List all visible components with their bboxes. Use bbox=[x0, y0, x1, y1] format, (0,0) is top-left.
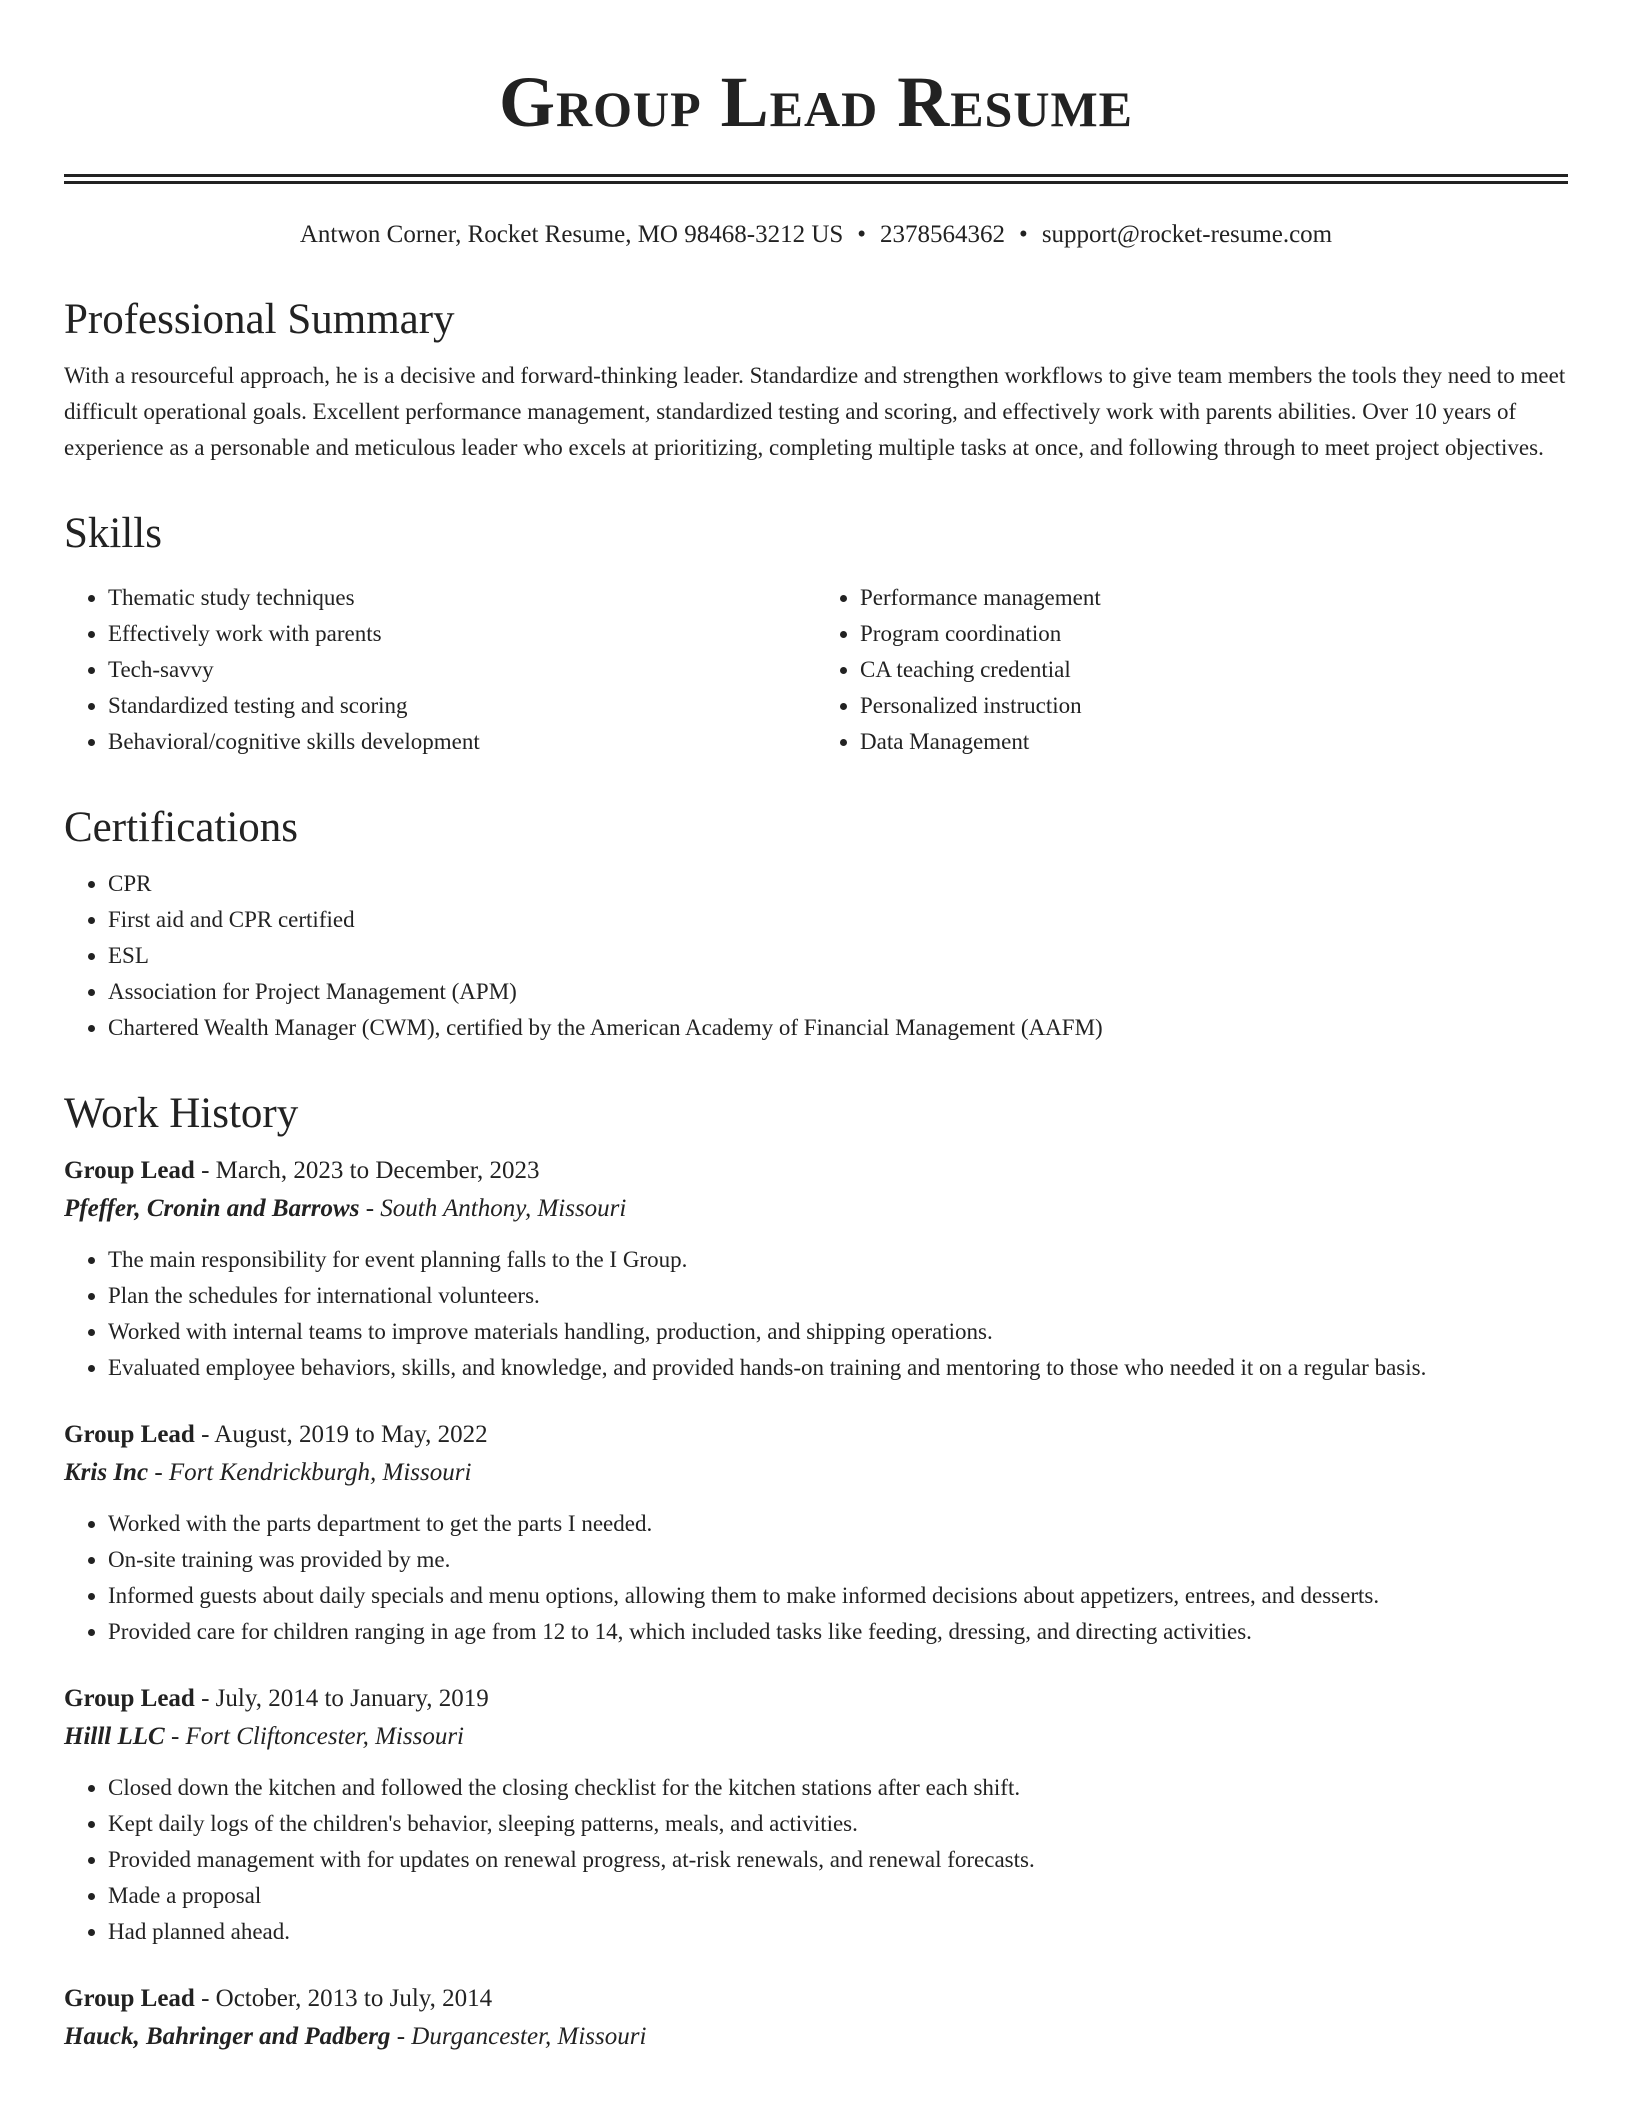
certification-item: • CPR bbox=[108, 866, 1568, 902]
job-company-line bbox=[64, 1718, 1568, 1756]
job-duty-item: • Had planned ahead. bbox=[108, 1914, 1568, 1950]
professional-summary-section bbox=[64, 292, 1568, 466]
certifications-heading: Certifications bbox=[64, 804, 299, 851]
certifications-section bbox=[64, 800, 1568, 1046]
job-title: Group Lead bbox=[64, 1685, 195, 1712]
job-duty-item: • Evaluated employee behaviors, skills, and knowledge, and provided hands-on training and mentoring to those who needed it on a regular basis. bbox=[108, 1350, 1568, 1386]
job-entry bbox=[64, 1980, 1568, 2056]
job-location: - Durgancester, Missouri bbox=[390, 2023, 647, 2050]
job-duty-item: • Kept daily logs of the children's behavior, sleeping patterns, meals, and activities. bbox=[108, 1806, 1568, 1842]
certification-item: • First aid and CPR certified bbox=[108, 902, 1568, 938]
work-history-section bbox=[64, 1086, 1568, 2056]
skill-item: • Effectively work with parents bbox=[108, 616, 816, 652]
skills-list-left bbox=[64, 580, 816, 760]
resume-title: Group Lead Resume bbox=[498, 62, 1134, 142]
job-duty-item: • Made a proposal bbox=[108, 1878, 1568, 1914]
contact-separator: • bbox=[857, 221, 867, 248]
job-company-line bbox=[64, 1190, 1568, 1228]
skills-heading: Skills bbox=[64, 510, 162, 557]
job-title-line bbox=[64, 1680, 1568, 1718]
skill-item: • Program coordination bbox=[860, 616, 1568, 652]
job-entry bbox=[64, 1416, 1568, 1650]
job-duties-list bbox=[64, 1770, 1568, 1950]
job-company-line bbox=[64, 2018, 1568, 2056]
job-location: - Fort Cliftoncester, Missouri bbox=[164, 1723, 465, 1750]
job-company: Hauck, Bahringer and Padberg bbox=[64, 2023, 391, 2050]
certification-item: • Chartered Wealth Manager (CWM), certified by the American Academy of Financial Management (AAFM) bbox=[108, 1010, 1568, 1046]
job-company: Kris Inc bbox=[64, 1459, 149, 1486]
job-title-line bbox=[64, 1152, 1568, 1190]
certification-item: • ESL bbox=[108, 938, 1568, 974]
skills-grid bbox=[64, 572, 1568, 760]
job-duty-item: • Informed guests about daily specials and menu options, allowing them to make informed decisions about appetizers, entrees, and desserts. bbox=[108, 1578, 1568, 1614]
job-company-line bbox=[64, 1454, 1568, 1492]
job-dates: - March, 2023 to December, 2023 bbox=[194, 1157, 540, 1184]
professional-summary-heading: Professional Summary bbox=[64, 296, 455, 343]
contact-separator: • bbox=[1019, 221, 1028, 248]
job-duty-item: • On-site training was provided by me. bbox=[108, 1542, 1568, 1578]
job-dates: - July, 2014 to January, 2019 bbox=[194, 1685, 489, 1712]
job-entry bbox=[64, 1680, 1568, 1950]
job-duty-item: • Provided care for children ranging in age from 12 to 14, which included tasks like feeding, dressing, and directing activities. bbox=[108, 1614, 1568, 1650]
skill-item: • Personalized instruction bbox=[860, 688, 1568, 724]
contact-phone: 2378564362 bbox=[880, 221, 1006, 248]
professional-summary-text: With a resourceful approach, he is a decisive and forward-thinking leader. Standardize and strengthen workflows to give team members the tools they need to meet difficult operational goals. Excellent performance management, standardized testing and scoring, and effectively work with parents abilities. Over 10 years of experience as a personable and meticulous leader who excels at prioritizing, completing multiple tasks at once, and following through to meet project objectives. bbox=[64, 363, 1566, 460]
job-company: Pfeffer, Cronin and Barrows bbox=[64, 1195, 360, 1222]
job-duties-list bbox=[64, 1242, 1568, 1386]
job-location: - Fort Kendrickburgh, Missouri bbox=[148, 1459, 472, 1486]
job-dates: - October, 2013 to July, 2014 bbox=[194, 1985, 493, 2012]
job-duty-item: • Worked with the parts department to get the parts I needed. bbox=[108, 1506, 1568, 1542]
contact-email: support@rocket-resume.com bbox=[1041, 221, 1333, 248]
skill-item: • Thematic study techniques bbox=[108, 580, 816, 616]
contact-address: Antwon Corner, Rocket Resume, MO 98468-3212 US bbox=[299, 221, 844, 248]
job-title: Group Lead bbox=[64, 1421, 195, 1448]
job-dates: - August, 2019 to May, 2022 bbox=[194, 1421, 488, 1448]
job-title-line bbox=[64, 1980, 1568, 2018]
title-double-rule bbox=[64, 174, 1568, 184]
skill-item: • CA teaching credential bbox=[860, 652, 1568, 688]
job-duty-item: • Closed down the kitchen and followed the closing checklist for the kitchen stations after each shift. bbox=[108, 1770, 1568, 1806]
job-duty-item: • The main responsibility for event planning falls to the I Group. bbox=[108, 1242, 1568, 1278]
skill-item: • Data Management bbox=[860, 724, 1568, 760]
job-duty-item: • Provided management with for updates on renewal progress, at-risk renewals, and renewal forecasts. bbox=[108, 1842, 1568, 1878]
job-duty-item: • Plan the schedules for international volunteers. bbox=[108, 1278, 1568, 1314]
job-title: Group Lead bbox=[64, 1985, 195, 2012]
job-location: - South Anthony, Missouri bbox=[359, 1195, 627, 1222]
job-duties-list bbox=[64, 1506, 1568, 1650]
work-history-heading: Work History bbox=[64, 1090, 299, 1137]
skills-list-right bbox=[816, 580, 1568, 760]
skill-item: • Standardized testing and scoring bbox=[108, 688, 816, 724]
certifications-list bbox=[64, 866, 1568, 1046]
job-duty-item: • Worked with internal teams to improve materials handling, production, and shipping operations. bbox=[108, 1314, 1568, 1350]
skill-item: • Tech-savvy bbox=[108, 652, 816, 688]
skills-section bbox=[64, 506, 1568, 760]
job-title: Group Lead bbox=[64, 1157, 195, 1184]
job-company: Hilll LLC bbox=[64, 1723, 165, 1750]
certification-item: • Association for Project Management (APM) bbox=[108, 974, 1568, 1010]
job-entry bbox=[64, 1152, 1568, 1386]
skill-item: • Performance management bbox=[860, 580, 1568, 616]
job-title-line bbox=[64, 1416, 1568, 1454]
contact-line bbox=[64, 218, 1568, 252]
skill-item: • Behavioral/cognitive skills development bbox=[108, 724, 816, 760]
